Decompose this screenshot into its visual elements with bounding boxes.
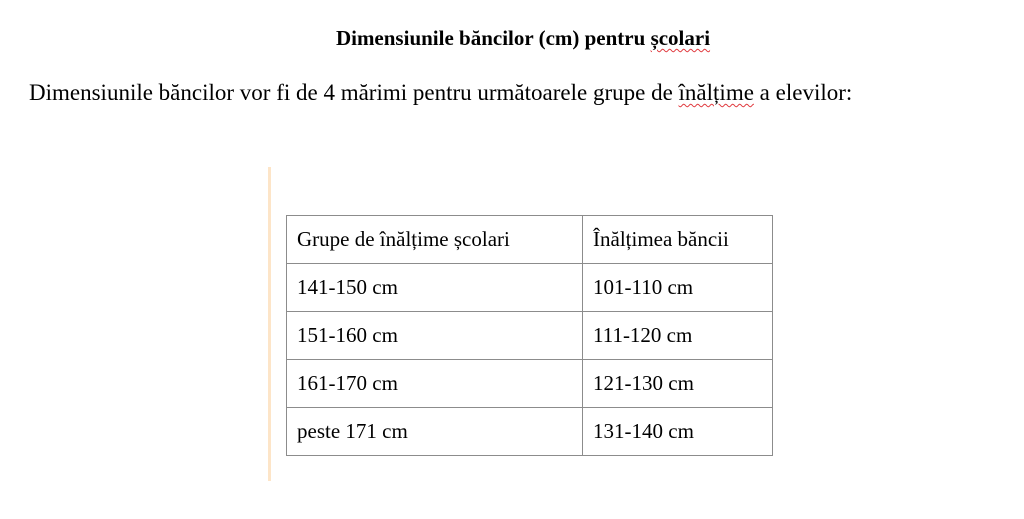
table-header-cell: Înălțimea băncii: [583, 216, 773, 264]
revision-margin-bar: [268, 167, 271, 481]
title-text: Dimensiunile băncilor (cm) pentru: [335, 26, 651, 50]
spellcheck-flagged-word[interactable]: școlari: [650, 26, 711, 50]
document-title: [0, 26, 1024, 51]
height-groups-table: [286, 215, 773, 456]
table-row: [287, 360, 773, 408]
intro-paragraph: [29, 80, 852, 106]
intro-text-start: Dimensiunile băncilor vor fi de 4 mărimi pentru următoarele grupe de: [29, 80, 679, 105]
table-row: [287, 408, 773, 456]
spellcheck-flagged-word[interactable]: înălțime: [678, 80, 754, 105]
intro-text-end: a elevilor:: [753, 80, 853, 105]
table-row: [287, 264, 773, 312]
table-cell-desk-height: 101-110 cm: [583, 264, 773, 312]
table-cell-height-group: peste 171 cm: [287, 408, 583, 456]
table-cell-height-group: 161-170 cm: [287, 360, 583, 408]
table-cell-height-group: 151-160 cm: [287, 312, 583, 360]
table-cell-height-group: 141-150 cm: [287, 264, 583, 312]
table-row: [287, 312, 773, 360]
table-cell-desk-height: 111-120 cm: [583, 312, 773, 360]
table-cell-desk-height: 121-130 cm: [583, 360, 773, 408]
table-header-row: [287, 216, 773, 264]
table-header-cell: Grupe de înălțime școlari: [287, 216, 583, 264]
table-cell-desk-height: 131-140 cm: [583, 408, 773, 456]
